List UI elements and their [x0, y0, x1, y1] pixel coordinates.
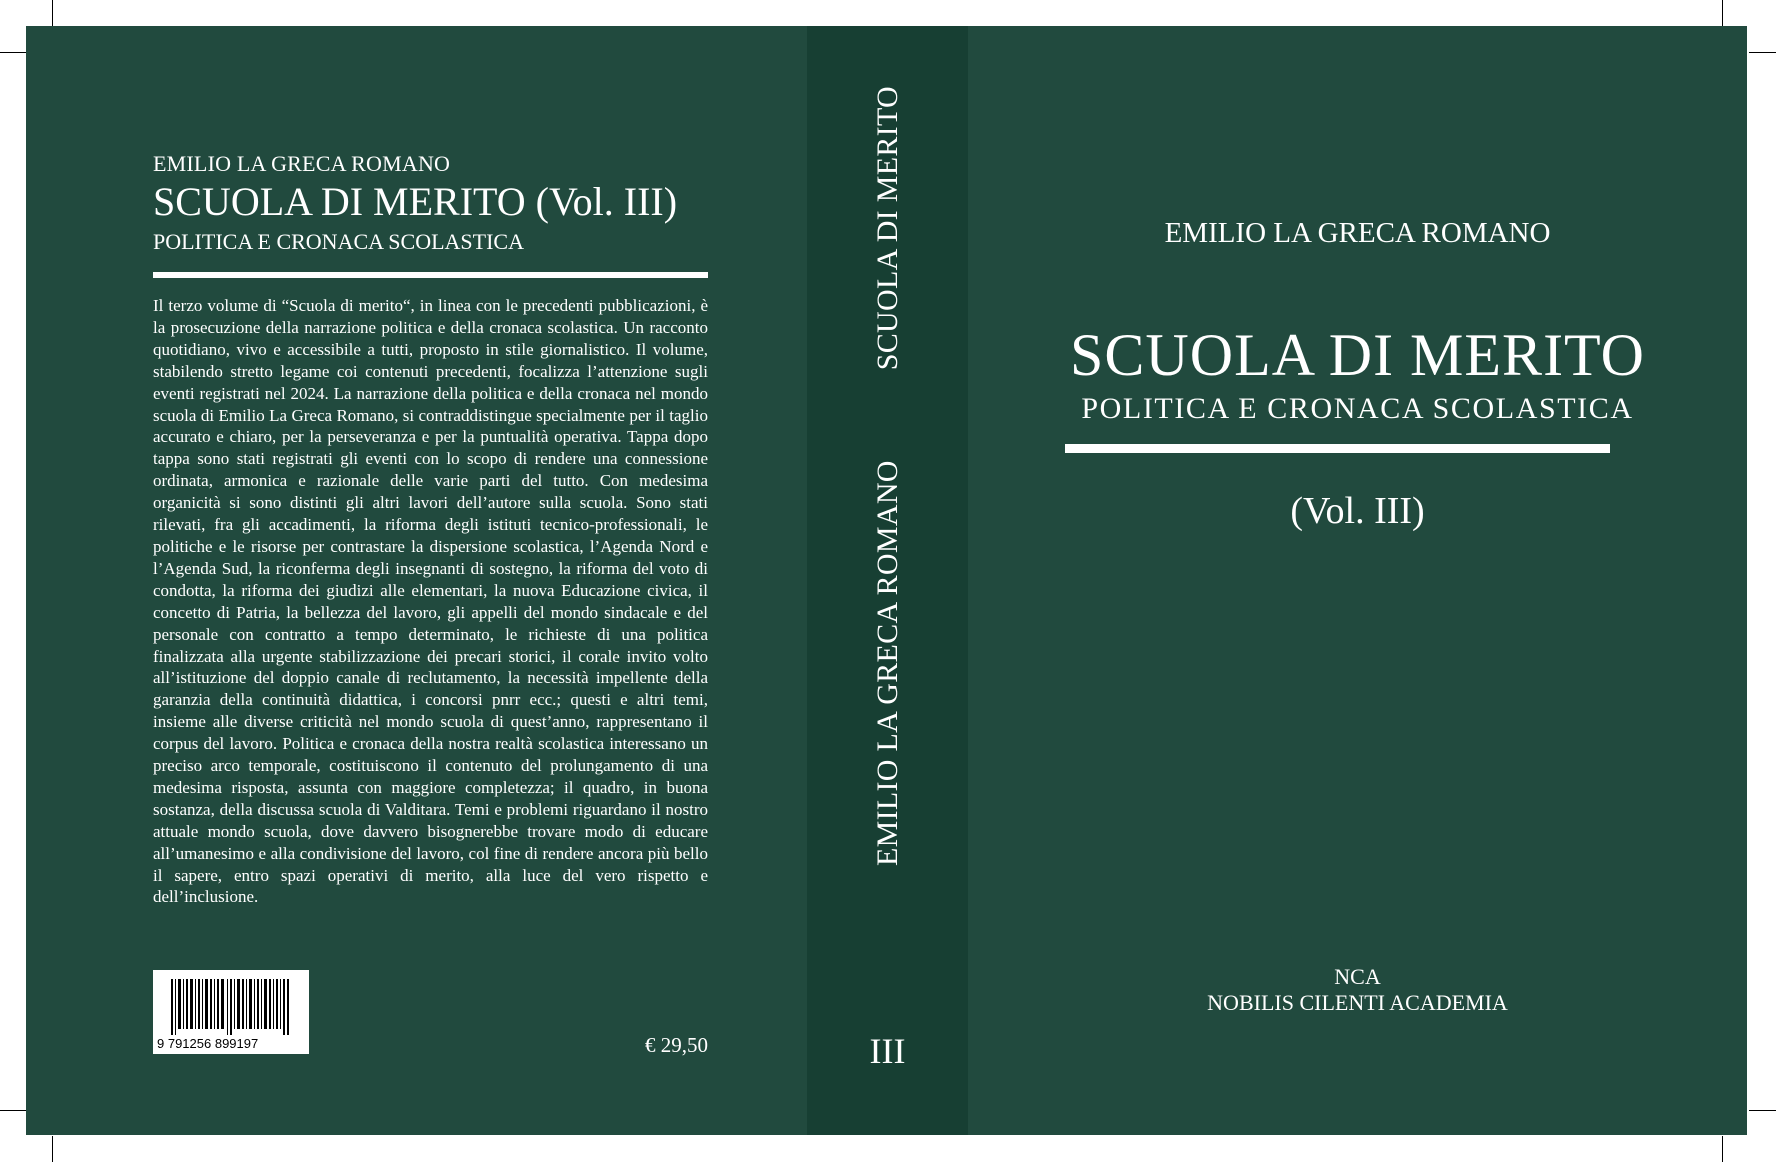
back-blurb: Il terzo volume di “Scuola di merito“, in linea con le precedenti pubblicazioni, è la prosecuzione della narrazione politica e della cronaca scolastica. Un racconto quotidiano, vivo e accessibile a tutti, proposto in stile giornalistico. Il volume, stabilendo stretto legame coi contenuti precedenti, focalizza l’attenzione sugli eventi registrati nel 2024. La narrazione della politica e della cronaca nel mondo scuola di Emilio La Greca Romano, si contraddistingue specialmente per il taglio accurato e chiaro, per la perseveranza e per la puntualità operativa. Tappa dopo tappa sono stati registrati gli eventi con lo scopo di rendere una connessione ordinata, armonica e razionale delle varie parti del tutto. Con medesima organicità si sono distinti gli altri lavori dell’autore sulla scuola. Sono stati rilevati, fra gli accadimenti, la riforma degli istituti tecnico-professionali, le politiche e le risorse per contrastare la dispersione scolastica, l’Agenda Nord e l’Agenda Sud, la riconferma degli insegnanti di sostegno, la riforma del voto di condotta, la riforma dei giudizi alle elementari, la nuova Educazione civica, il concetto di Patria, la bellezza del lavoro, gli appelli del mondo sindacale e del personale con contratto a tempo determinato, le richieste di una politica finalizzata alla urgente stabilizzazione dei precari storici, il corale invito volto all’istituzione del doppio canale di reclutamento, la necessità impellente della garanzia della continuità didattica, i concorsi pnrr ecc.; questi e altri temi, insieme alle diverse criticità nel mondo scuola di quest’anno, rappresentano il corpus del lavoro. Politica e cronaca della nostra realtà scolastica interessano un preciso arco temporale, costituiscono il contenuto del prolungamento di una medesima risposta, assunta con maggiore completezza; il quadro, in buona sostanza, della discussa scuola di Valditara. Temi e problemi riguardano il nostro attuale mondo scuola, dove davvero bisognerebbe trovare modo di educare all’umanesimo e alla condivisione del lavoro, col fine di rendere ancora più bello il sapere, entro spazi operativi di merito, alla luce del vero rispetto e dell’inclusione.	[153, 296, 708, 907]
front-author: EMILIO LA GRECA ROMANO	[1164, 217, 1551, 249]
book-spine	[807, 26, 968, 1135]
front-divider	[1065, 444, 1610, 453]
crop-mark	[1749, 1110, 1776, 1111]
publisher-abbr: NCA	[1334, 964, 1381, 989]
spine-text	[871, 86, 905, 866]
price: € 29,50	[645, 1033, 708, 1057]
front-title: SCUOLA DI MERITO	[1070, 322, 1645, 388]
front-cover	[968, 26, 1747, 1135]
crop-mark	[1722, 0, 1723, 26]
isbn-number: 9 791256 899197	[157, 1036, 259, 1051]
back-cover	[153, 26, 708, 1135]
crop-mark	[0, 52, 26, 53]
crop-mark	[52, 1136, 53, 1162]
back-author: EMILIO LA GRECA ROMANO	[153, 151, 451, 176]
crop-mark	[0, 1110, 26, 1111]
back-subtitle: POLITICA E CRONACA SCOLASTICA	[153, 229, 524, 254]
book-cover-spread	[26, 26, 1747, 1135]
spine-author: EMILIO LA GRECA ROMANO	[870, 460, 904, 867]
front-volume: (Vol. III)	[1290, 490, 1425, 532]
back-divider	[153, 272, 708, 278]
crop-mark	[1749, 52, 1776, 53]
crop-mark	[1722, 1136, 1723, 1162]
barcode-bars-icon	[171, 979, 291, 1035]
spine-volume: III	[869, 1031, 906, 1071]
back-title: SCUOLA DI MERITO (Vol. III)	[153, 179, 678, 224]
isbn-barcode	[153, 970, 309, 1054]
publisher-name: NOBILIS CILENTI ACADEMIA	[1207, 990, 1508, 1015]
spine-title: SCUOLA DI MERITO	[870, 85, 904, 371]
crop-mark	[52, 0, 53, 26]
front-subtitle: POLITICA E CRONACA SCOLASTICA	[1081, 392, 1634, 425]
